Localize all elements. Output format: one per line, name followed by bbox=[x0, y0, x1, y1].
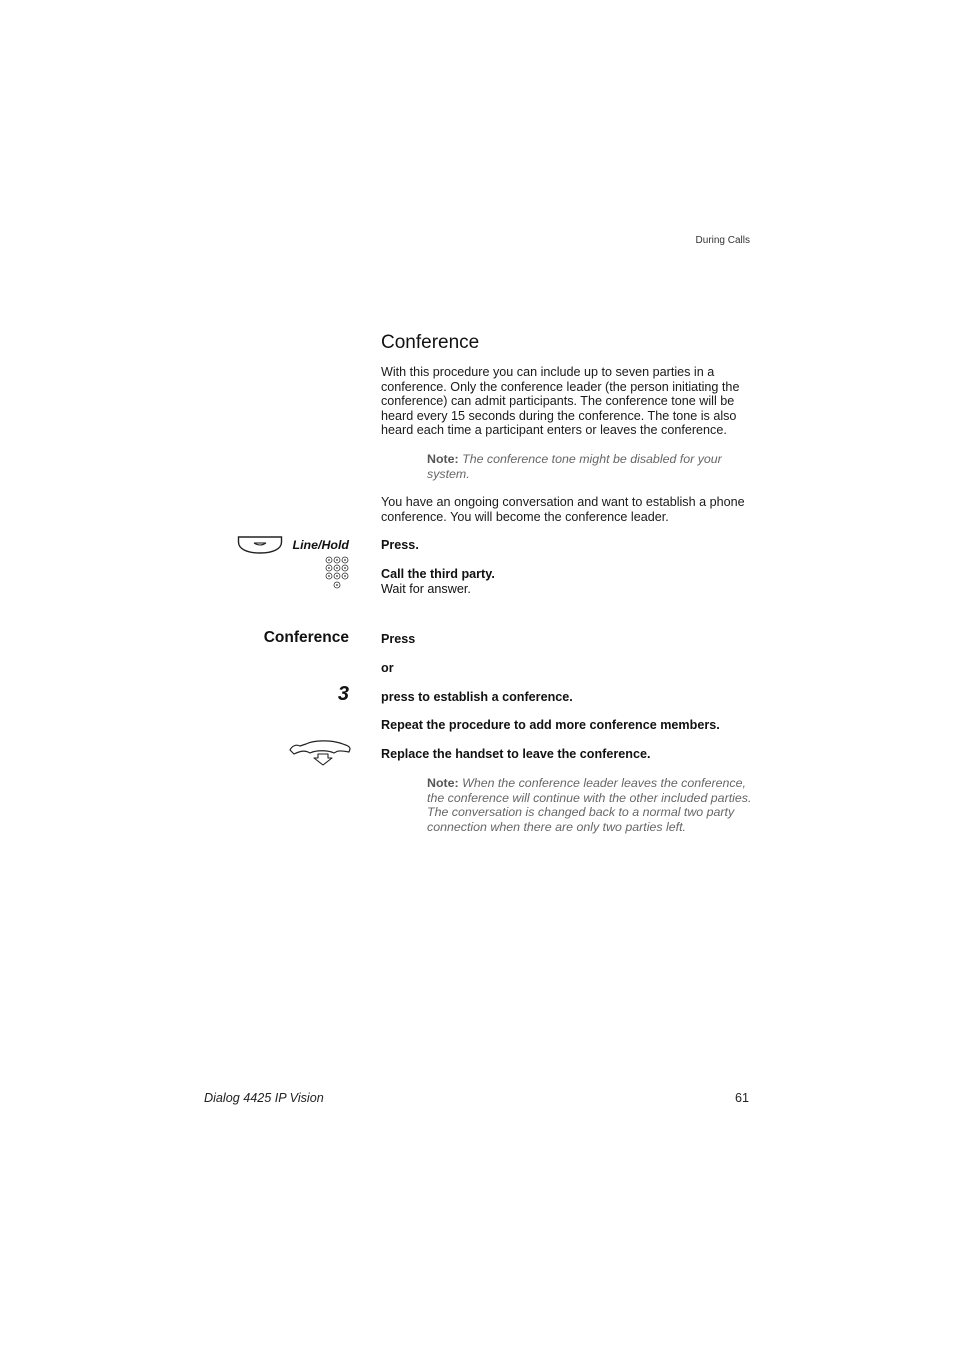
call-third-party-text: Call the third party. bbox=[381, 567, 495, 581]
note-text: When the conference leader leaves the conference, the conference will continue with the other included parties. The conversation is changed back to a normal two party connection when there are only two parties left. bbox=[427, 776, 752, 834]
footer-page-number: 61 bbox=[734, 1091, 749, 1105]
step-replace-handset: Replace the handset to leave the conference. bbox=[381, 747, 651, 761]
keypad-icon bbox=[325, 556, 351, 597]
note-label: Note: bbox=[427, 452, 459, 466]
running-header: During Calls bbox=[695, 235, 750, 246]
digit-3-key: 3 bbox=[337, 683, 349, 705]
wait-for-answer-text: Wait for answer. bbox=[381, 581, 471, 596]
step-call-third-party bbox=[381, 567, 761, 596]
footer-product-name: Dialog 4425 IP Vision bbox=[204, 1091, 324, 1105]
note-label: Note: bbox=[427, 776, 459, 790]
line-key-icon bbox=[237, 535, 283, 560]
section-title: Conference bbox=[381, 332, 480, 353]
step-repeat: Repeat the procedure to add more conference members. bbox=[381, 718, 720, 732]
intro-paragraph: With this procedure you can include up to seven parties in a conference. Only the conference leader (the person initiating the conference) can admit participants. The conference tone will be heard every 15 seconds during the conference. The tone is also heard each time a participant enters or leaves the conference. bbox=[381, 365, 740, 438]
note-tone bbox=[427, 452, 757, 481]
note-text: The conference tone might be disabled for your system. bbox=[427, 452, 722, 481]
step-or: or bbox=[381, 661, 394, 675]
line-hold-label: Line/Hold bbox=[292, 538, 349, 552]
step-press: Press. bbox=[381, 538, 419, 552]
handset-replace-icon bbox=[288, 740, 352, 771]
conference-softkey-label: Conference bbox=[263, 629, 349, 646]
note-leader-leaves bbox=[427, 776, 757, 834]
step-press-conference: Press bbox=[381, 632, 416, 646]
step-press-establish: press to establish a conference. bbox=[381, 690, 573, 704]
ongoing-conversation-paragraph: You have an ongoing conversation and want to establish a phone conference. You will become the conference leader. bbox=[381, 495, 745, 524]
